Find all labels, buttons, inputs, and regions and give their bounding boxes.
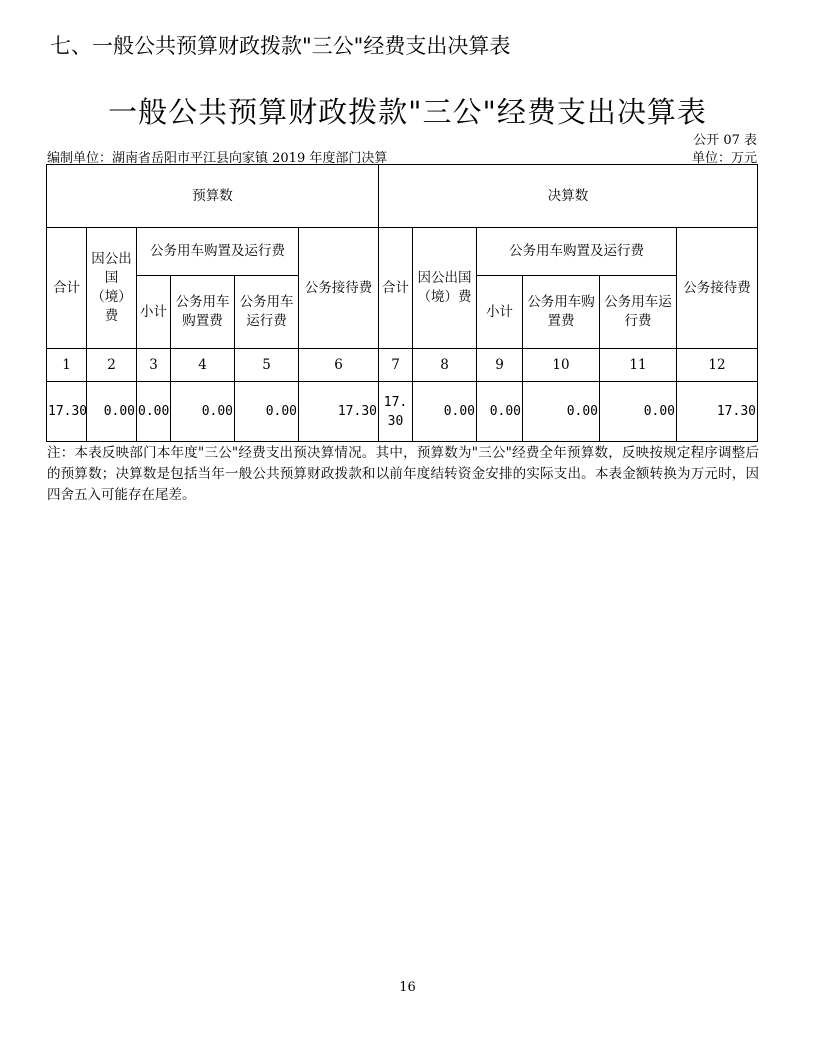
final-total-value: 17.30 <box>379 382 413 442</box>
column-number: 12 <box>677 349 758 382</box>
column-number: 9 <box>477 349 523 382</box>
column-number: 6 <box>299 349 379 382</box>
final-abroad-header: 因公出国（境）费 <box>413 228 477 349</box>
final-vehicle-operation-value: 0.00 <box>600 382 677 442</box>
final-subtotal-value: 0.00 <box>477 382 523 442</box>
column-number: 4 <box>171 349 235 382</box>
budget-total-header: 合计 <box>47 228 87 349</box>
three-public-expenses-table <box>46 164 758 442</box>
final-total-header: 合计 <box>379 228 413 349</box>
budget-vehicle-group-header: 公务用车购置及运行费 <box>137 228 299 276</box>
budget-subtotal-value: 0.00 <box>137 382 171 442</box>
final-subtotal-header: 小计 <box>477 276 523 349</box>
data-row <box>47 382 758 442</box>
column-number: 3 <box>137 349 171 382</box>
budget-group-header: 预算数 <box>47 165 379 228</box>
budget-vehicle-purchase-value: 0.00 <box>171 382 235 442</box>
section-heading: 七、一般公共预算财政拨款"三公"经费支出决算表 <box>50 34 511 58</box>
final-vehicle-purchase-value: 0.00 <box>523 382 600 442</box>
column-number-row <box>47 349 758 382</box>
final-abroad-value: 0.00 <box>413 382 477 442</box>
budget-vehicle-operation-header: 公务用车运行费 <box>235 276 299 349</box>
column-number: 8 <box>413 349 477 382</box>
compiling-unit: 编制单位：湖南省岳阳市平江县向家镇 2019 年度部门决算 <box>47 151 388 166</box>
budget-vehicle-purchase-header: 公务用车购置费 <box>171 276 235 349</box>
page-title: 一般公共预算财政拨款"三公"经费支出决算表 <box>108 95 707 129</box>
final-reception-header: 公务接待费 <box>677 228 758 349</box>
column-number: 1 <box>47 349 87 382</box>
final-vehicle-group-header: 公务用车购置及运行费 <box>477 228 677 276</box>
budget-reception-value: 17.30 <box>299 382 379 442</box>
column-number: 2 <box>87 349 137 382</box>
currency-unit: 单位：万元 <box>691 151 757 166</box>
budget-vehicle-operation-value: 0.00 <box>235 382 299 442</box>
budget-reception-header: 公务接待费 <box>299 228 379 349</box>
column-number: 11 <box>600 349 677 382</box>
final-reception-value: 17.30 <box>677 382 758 442</box>
final-vehicle-operation-header: 公务用车运行费 <box>600 276 677 349</box>
final-group-header: 决算数 <box>379 165 758 228</box>
page-number: 16 <box>399 980 416 995</box>
table-code: 公开 07 表 <box>693 133 757 148</box>
budget-abroad-value: 0.00 <box>87 382 137 442</box>
budget-abroad-header: 因公出国（境）费 <box>87 228 137 349</box>
budget-subtotal-header: 小计 <box>137 276 171 349</box>
column-number: 5 <box>235 349 299 382</box>
budget-total-value: 17.30 <box>47 382 87 442</box>
table-note: 注：本表反映部门本年度"三公"经费支出预决算情况。其中，预算数为"三公"经费全年预算数，反映按规定程序调整后的预算数；决算数是包括当年一般公共预算财政拨款和以前年度结转资金安排的实际支出。本表金额转换为万元时，因四舍五入可能存在尾差。 <box>47 445 759 503</box>
final-vehicle-purchase-header: 公务用车购置费 <box>523 276 600 349</box>
column-number: 7 <box>379 349 413 382</box>
column-number: 10 <box>523 349 600 382</box>
